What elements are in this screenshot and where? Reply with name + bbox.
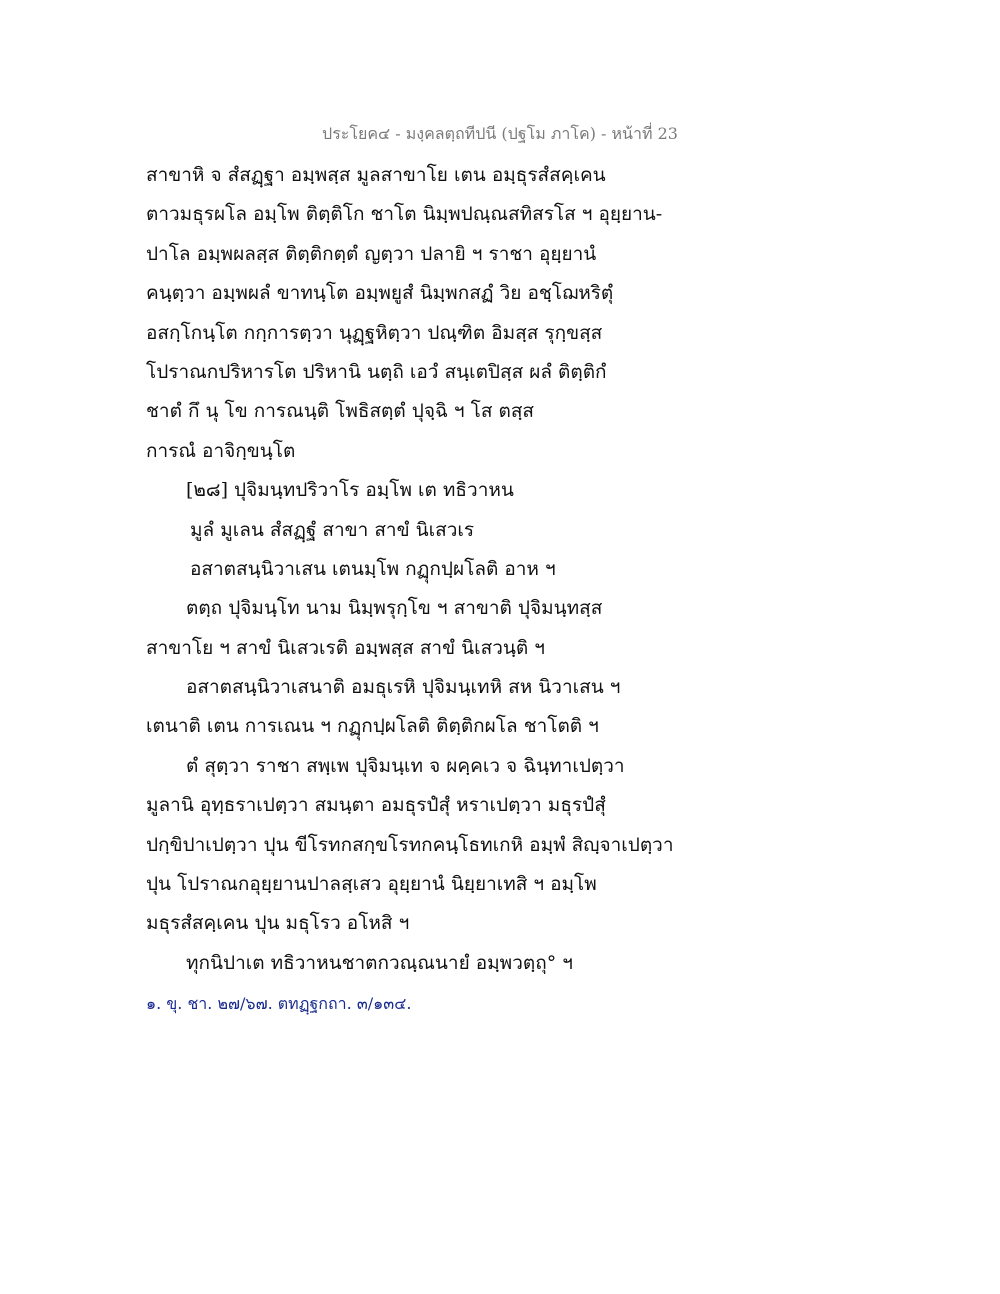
text-line-13: สาขาโย ฯ สาขํ นิเสวเรติ อมฺพสฺส สาขํ นิเสวนฺติ ฯ <box>146 636 545 659</box>
footnote: ๑. ขุ. ชา. ๒๗/๖๗. ตทฏฺฐกถา. ๓/๑๓๔. <box>146 994 412 1013</box>
text-line-7: ชาตํ กึ นุ โข การณนฺติ โพธิสตฺตํ ปุจฺฉิ ฯ โส ตสฺส <box>146 400 535 423</box>
page-header: ประโยค๔ - มงฺคลตฺถทีปนี (ปฐโม ภาโค) - หน้าที่ 23 <box>322 124 678 143</box>
text-line-3: ปาโล อมฺพผลสฺส ติตฺติกตฺตํ ญตฺวา ปลายิ ฯ ราชา อุยฺยานํ <box>146 242 597 265</box>
verse-line-2: มูลํ มูเลน สํสฏฺฐํ สาขา สาขํ นิเสวเร <box>190 518 475 541</box>
text-line-1: สาขาหิ จ สํสฏฺฐา อมฺพสฺส มูลสาขาโย เตน อมฺธุรสํสคฺเคน <box>146 164 606 186</box>
text-line-5: อสกฺโกนฺโต กกฺการตฺวา นุฏฺฐหิตฺวา ปณฺฑิต อิมสฺส รุกฺขสฺส <box>146 321 603 344</box>
text-line-19: ปุน โปราณกอุยฺยานปาลสฺเสว อุยฺยานํ นิยฺยาเทสิ ฯ อมฺโพ <box>146 873 597 896</box>
text-line-8: การณํ อาจิกฺขนฺโต <box>146 439 296 462</box>
text-line-6: โปราณกปริหารโต ปริหานิ นตฺถิ เอวํ สนฺเตปิสฺส ผลํ ติตฺติกํ <box>146 360 607 383</box>
verse-number-line: [๒๘] ปุจิมนฺทปริวาโร อมฺโพ เต ทธิวาหน <box>186 479 514 502</box>
text-line-21: ทุกนิปาเต ทธิวาหนชาตกวณฺณนายํ อมฺพวตฺถุ° ฯ <box>186 951 573 974</box>
text-line-17: มูลานิ อุทฺธราเปตฺวา สมนฺตา อมธุรปํสุํ หราเปตฺวา มธุรปํสุํ <box>146 794 606 817</box>
text-line-18: ปกฺขิปาเปตฺวา ปุน ขีโรทกสกฺขโรทกคนฺโธทเกหิ อมฺพํ สิญฺจาเปตฺวา <box>146 833 674 856</box>
text-line-14: อสาตสนฺนิวาเสนาติ อมธุเรหิ ปุจิมนฺเทหิ สห นิวาเสน ฯ <box>186 676 621 699</box>
verse-line-3: อสาตสนฺนิวาเสน เตนมฺโพ กฏุกปฺผโลติ อาห ฯ <box>190 557 556 580</box>
text-line-4: คนฺตฺวา อมฺพผลํ ขาทนฺโต อมฺพยูสํ นิมฺพกสฏํ วิย อชฺโฌหริตุํ <box>146 282 614 305</box>
body-text <box>146 156 706 983</box>
text-line-15: เตนาติ เตน การเณน ฯ กฏุกปฺผโลติ ติตฺติกผโล ชาโตติ ฯ <box>146 715 599 738</box>
text-line-16: ตํ สุตฺวา ราชา สพฺเพ ปุจิมนฺเท จ ผคฺคเว จ ฉินฺทาเปตฺวา <box>186 754 625 777</box>
text-line-12: ตตฺถ ปุจิมนฺโท นาม นิมฺพรุกฺโข ฯ สาขาติ ปุจิมนฺทสฺส <box>186 597 603 620</box>
text-line-20: มธุรสํสคฺเคน ปุน มธุโรว อโหสิ ฯ <box>146 912 410 935</box>
text-line-2: ตาวมธุรผโล อมฺโพ ติตฺติโก ชาโต นิมฺพปณฺณสทิสรโส ฯ อุยฺยาน- <box>146 203 663 226</box>
